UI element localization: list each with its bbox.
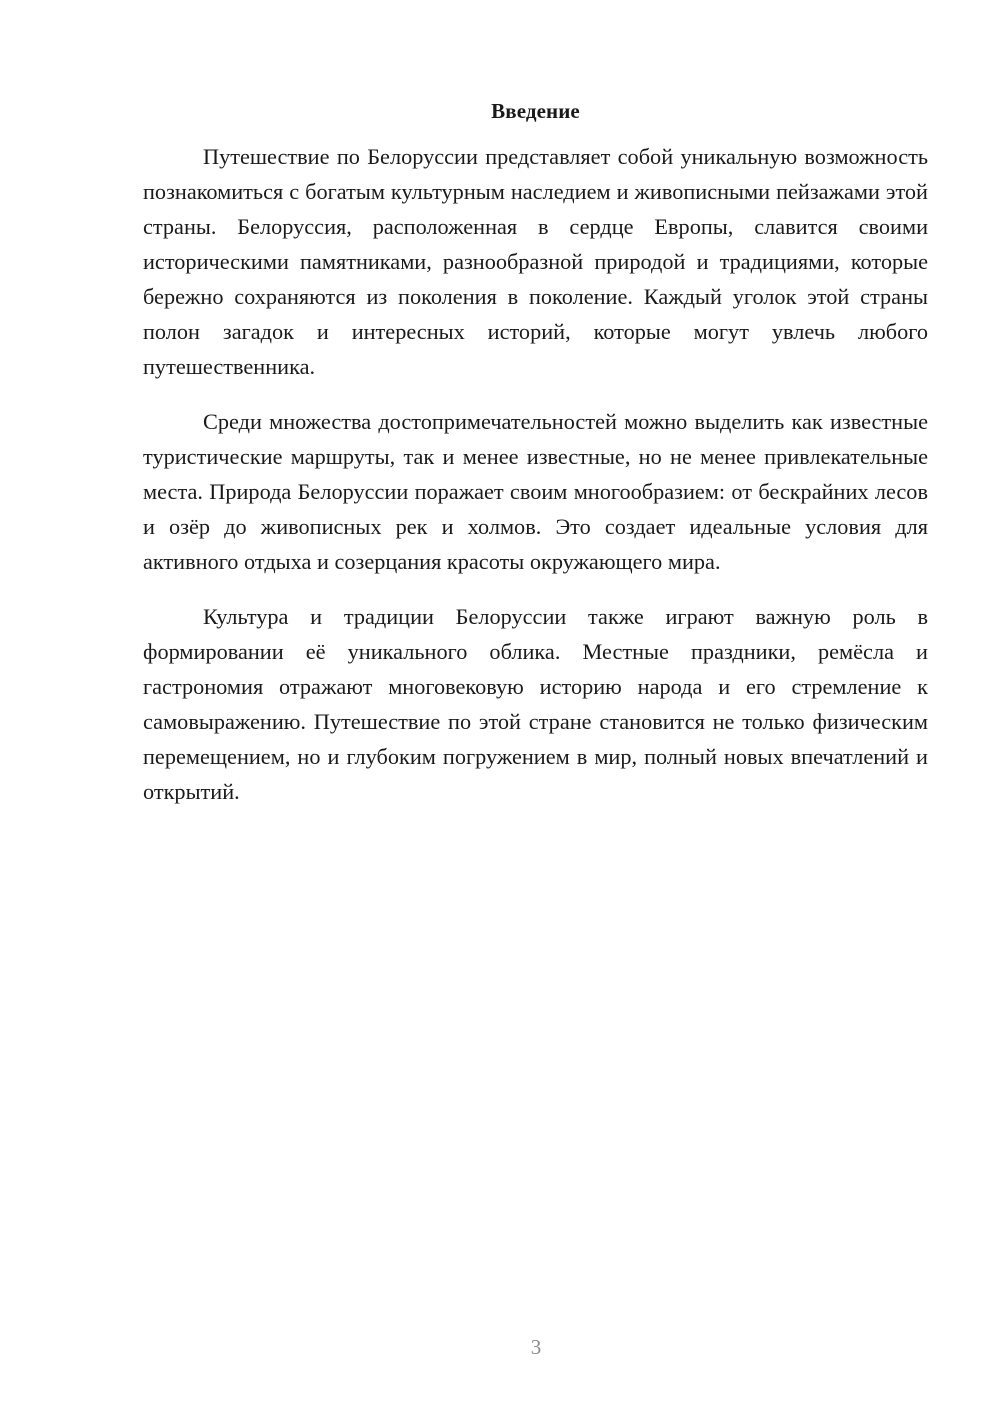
paragraph-3: Культура и традиции Белоруссии также играют важную роль в формировании её уникального облика. Местные праздники, ремёсла и гастрономия отражают многовековую историю народа и его стремление к самовыражению. Путешествие по этой стране становится не только физическим перемещением, но и глубоким погружением в мир, полный новых впечатлений и открытий.	[143, 604, 928, 804]
page-number: 3	[530, 1335, 542, 1359]
section-heading: Введение	[491, 99, 580, 123]
paragraph-1: Путешествие по Белоруссии представляет собой уникальную возможность познакомиться с богатым культурным наследием и живописными пейзажами этой страны. Белоруссия, расположенная в сердце Европы, славится своими историческими памятниками, разнообразной природой и традициями, которые бережно сохраняются из поколения в поколение. Каждый уголок этой страны полон загадок и интересных историй, которые могут увлечь любого путешественника.	[143, 144, 928, 379]
page-content	[143, 97, 928, 829]
paragraph-2: Среди множества достопримечательностей можно выделить как известные туристические маршруты, так и менее известные, но не менее привлекательные места. Природа Белоруссии поражает своим многообразием: от бескрайних лесов и озёр до живописных рек и холмов. Это создает идеальные условия для активного отдыха и созерцания красоты окружающего мира.	[143, 409, 928, 574]
